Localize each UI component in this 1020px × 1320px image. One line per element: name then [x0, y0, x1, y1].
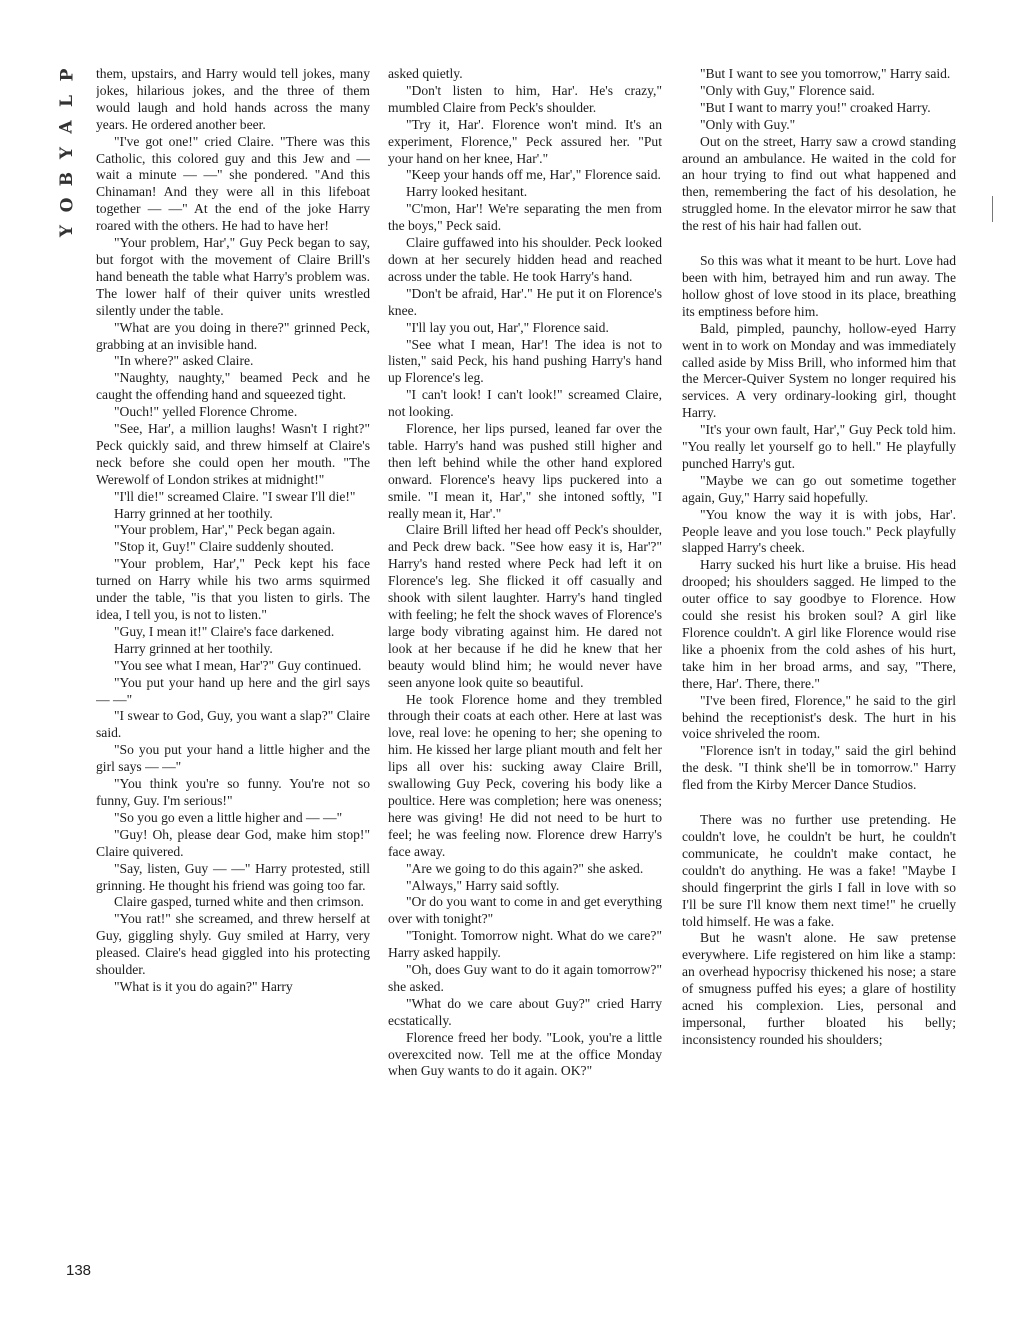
margin-rule — [992, 196, 993, 222]
paragraph: "I swear to God, Guy, you want a slap?" Claire said. — [96, 708, 370, 741]
paragraph: Harry sucked his hurt like a bruise. His head drooped; his shoulders sagged. He limped to the outer office to say goodbye to Florence. How could she resist his broken soul? A girl like Florence couldn't. A girl like Florence would rise like a phoenix from the cold ashes of his hurt, take him in her broad arms, and say, "There, there, Har'. There, there." — [682, 557, 956, 691]
magazine-letter: Y — [56, 224, 77, 238]
paragraph: "I've been fired, Florence," he said to the girl behind the receptionist's desk. The hurt in his voice shriveled the room. — [682, 692, 956, 742]
paragraph: "Say, listen, Guy — —" Harry protested, still grinning. He thought his friend was going too far. — [96, 860, 370, 893]
paragraph: There was no further use pretending. He couldn't love, he couldn't be hurt, he couldn't communicate, he couldn't make contact, he couldn't do anything. He was a fake! "Maybe I should fingerprint the girls I fall in love with so I'll be sure I'll know them next time!" he cruelly told himself. He was a fake. — [682, 812, 956, 929]
paragraph: So this was what it meant to be hurt. Love had been with him, betrayed him and run away. The hollow ghost of love stood in its place, breathing its emptiness before him. — [682, 253, 956, 319]
paragraph: "Guy! Oh, please dear God, make him stop!" Claire quivered. — [96, 826, 370, 859]
paragraph: Claire Brill lifted her head off Peck's shoulder, and Peck drew back. "See how easy it is, Har'?" Harry's hand rested where Peck had left it on Florence's leg. She flicked it off casually and shook with silent laughter. Harry's hand tingled with feeling; he felt the shock waves of Florence's large body vibrating against him. He dared not look at her because if he did he knew that her beauty would blind him; he would never have seen anyone look quite so beautiful. — [388, 522, 662, 690]
paragraph: "What is it you do again?" Harry — [114, 978, 293, 994]
paragraph: Claire guffawed into his shoulder. Peck looked down at her securely hidden head and reached across under the table. He took Harry's hand. — [388, 235, 662, 284]
paragraph: "See, Har', a million laughs! Wasn't I right?" Peck quickly said, and threw himself at Claire's neck before she could open her mouth. "The Werewolf of London strikes at midnight!" — [96, 421, 370, 487]
paragraph: "Always," Harry said softly. — [406, 877, 560, 893]
paragraph: "Don't listen to him, Har'. He's crazy," mumbled Claire from Peck's shoulder. — [388, 82, 662, 115]
paragraph: "You know the way it is with jobs, Har'. People leave and you lose touch." Peck playfully slapped Harry's cheek. — [682, 506, 956, 556]
paragraph: "Your problem, Har'," Peck kept his face turned on Harry while his two arms squirmed under the table, "is that you listen to girls. The idea, I tell you, is not to listen." — [96, 556, 370, 622]
paragraph: "I can't look! I can't look!" screamed Claire, not looking. — [388, 387, 662, 420]
paragraph: "What are you doing in there?" grinned Peck, grabbing at an invisible hand. — [96, 319, 370, 352]
text-column-3 — [682, 66, 956, 1296]
paragraph: Harry grinned at her toothily. — [114, 640, 273, 656]
paragraph: "Florence isn't in today," said the girl behind the desk. "I think she'll be in tomorrow." Harry fled from the Kirby Mercer Dance Studios. — [682, 743, 956, 793]
paragraph: "Your problem, Har'," Guy Peck began to say, but forgot with the movement of Claire Brill's hand beneath the table what Harry's problem was. The lower half of their quiver units wrestled silently under the table. — [96, 235, 370, 318]
paragraph: "I'll die!" screamed Claire. "I swear I'll die!" — [114, 488, 356, 504]
paragraph: Florence freed her body. "Look, you're a little overexcited now. Tell me at the office Monday when Guy wants to do it again. OK?" — [388, 1029, 662, 1079]
paragraph: "What do we care about Guy?" cried Harry ecstatically. — [388, 995, 662, 1028]
paragraph: "Only with Guy," Florence said. — [700, 82, 875, 98]
paragraph: Bald, pimpled, paunchy, hollow-eyed Harry went in to work on Monday and was immediately called aside by Miss Brill, who informed him that the Mercer-Quiver System no longer required his services. A very ordinary-looking girl, thought Harry. — [682, 320, 956, 421]
paragraph: "Keep your hands off me, Har'," Florence said. — [406, 167, 661, 183]
paragraph: "So you go even a little higher and — —" — [114, 809, 343, 825]
magazine-name-vertical — [54, 62, 80, 244]
paragraph: "I'll lay you out, Har'," Florence said. — [406, 319, 609, 335]
paragraph: "Only with Guy." — [700, 116, 796, 132]
paragraph: "So you put your hand a little higher and the girl says — —" — [96, 742, 370, 775]
paragraph: "Stop it, Guy!" Claire suddenly shouted. — [114, 539, 334, 555]
paragraph: He took Florence home and they trembled through their coats at each other. Here at last was love, real love: he opening to her; she opening to him. He kissed her large pliant mouth and felt her lips all over his: sucking away Claire Brill, swallowing Guy Peck, covering his body like a poultice. Here was completion; here was oneness; here was giving! He did not need to be hurt to feel; he was feeling now. Florence drew Harry's face away. — [388, 691, 662, 859]
paragraph: "Oh, does Guy want to do it again tomorrow?" she asked. — [388, 962, 662, 994]
paragraph: "See what I mean, Har'! The idea is not to listen," said Peck, his hand pushing Harry's hand up Florence's leg. — [388, 336, 662, 386]
paragraph: "Your problem, Har'," Peck began again. — [114, 522, 336, 538]
paragraph: Out on the street, Harry saw a crowd standing around an ambulance. He waited in the cold for an hour trying to find out what happened and then, remembering the fact of his desolation, he struggled home. In the elevator mirror he saw that the rest of his hair had fallen out. — [682, 133, 956, 234]
paragraph: Harry grinned at her toothily. — [114, 505, 273, 521]
paragraph: "You put your hand up here and the girl says — —" — [96, 674, 370, 707]
paragraph: "Or do you want to come in and get everything over with tonight?" — [388, 894, 662, 927]
paragraph: "But I want to marry you!" croaked Harry. — [700, 99, 931, 115]
paragraph: But he wasn't alone. He saw pretense everywhere. Life registered on him like a stamp: an overhead hypocrisy thickened his nose; a stare of smugness puffed his eyes; a glare of hostility acned his complexion. Lies, personal and impersonal, further bloated his belly; inconsistency rounded his shoulders; — [682, 930, 956, 1047]
magazine-letter: B — [57, 171, 77, 187]
paragraph: "But I want to see you tomorrow," Harry said. — [700, 66, 951, 81]
paragraph: "Are we going to do this again?" she asked. — [406, 860, 644, 876]
paragraph: them, upstairs, and Harry would tell jokes, many jokes, hilarious jokes, and the three of them would laugh and hold hands across the many years. He ordered another beer. — [96, 66, 370, 132]
magazine-letter: P — [56, 68, 77, 82]
paragraph: "In where?" asked Claire. — [114, 353, 254, 369]
paragraph: "Tonight. Tomorrow night. What do we care?" Harry asked happily. — [388, 928, 662, 961]
paragraph: "Try it, Har'. Florence won't mind. It's an experiment, Florence," Peck assured her. "Put your hand on her knee, Har'." — [388, 116, 662, 166]
paragraph: "Guy, I mean it!" Claire's face darkened. — [114, 623, 335, 639]
magazine-letter: Y — [56, 146, 77, 160]
paragraph: "I've got one!" cried Claire. "There was this Catholic, this colored guy and this Jew and — wait a minute — —" she pondered. "And this Chinaman! And they were all in this lifeboat together — —" At the end of the joke Harry roared with the others. He had to have her! — [96, 133, 370, 234]
text-column-2 — [388, 66, 662, 1296]
paragraph: "You see what I mean, Har'?" Guy continued. — [114, 657, 362, 673]
paragraph: "Ouch!" yelled Florence Chrome. — [114, 404, 298, 420]
text-column-1 — [96, 66, 370, 1296]
paragraph: Harry looked hesitant. — [406, 184, 528, 200]
paragraph: "Naughty, naughty," beamed Peck and he caught the offending hand and squeezed tight. — [96, 370, 370, 403]
paragraph: Claire gasped, turned white and then crimson. — [114, 894, 364, 910]
page-number: 138 — [66, 1262, 92, 1279]
paragraph: "You think you're so funny. You're not so funny, Guy. I'm serious!" — [96, 776, 370, 808]
paragraph: "Don't be afraid, Har'." He put it on Florence's knee. — [388, 285, 662, 318]
magazine-letter: A — [56, 120, 77, 134]
magazine-letter: O — [57, 197, 77, 213]
paragraph: "Maybe we can go out sometime together again, Guy," Harry said hopefully. — [682, 472, 956, 505]
paragraph: "You rat!" she screamed, and threw herself at Guy, giggling shyly. Guy smiled at Harry, very pleased. Claire's head giggled into his protecting shoulder. — [96, 911, 370, 978]
paragraph: "C'mon, Har'! We're separating the men from the boys," Peck said. — [388, 201, 662, 234]
paragraph: asked quietly. — [388, 66, 463, 81]
magazine-letter: L — [56, 95, 77, 107]
paragraph: Florence, her lips pursed, leaned far over the table. Harry's hand was pushed still higher and then left behind while the other hand explored onward. Florence's heavy lips puckered into a smile. "I mean it, Har'," she intoned softly, "I really mean it, Har'." — [388, 421, 662, 521]
paragraph: "It's your own fault, Har'," Guy Peck told him. "You really let yourself go to hell." He playfully punched Harry's gut. — [682, 422, 956, 471]
